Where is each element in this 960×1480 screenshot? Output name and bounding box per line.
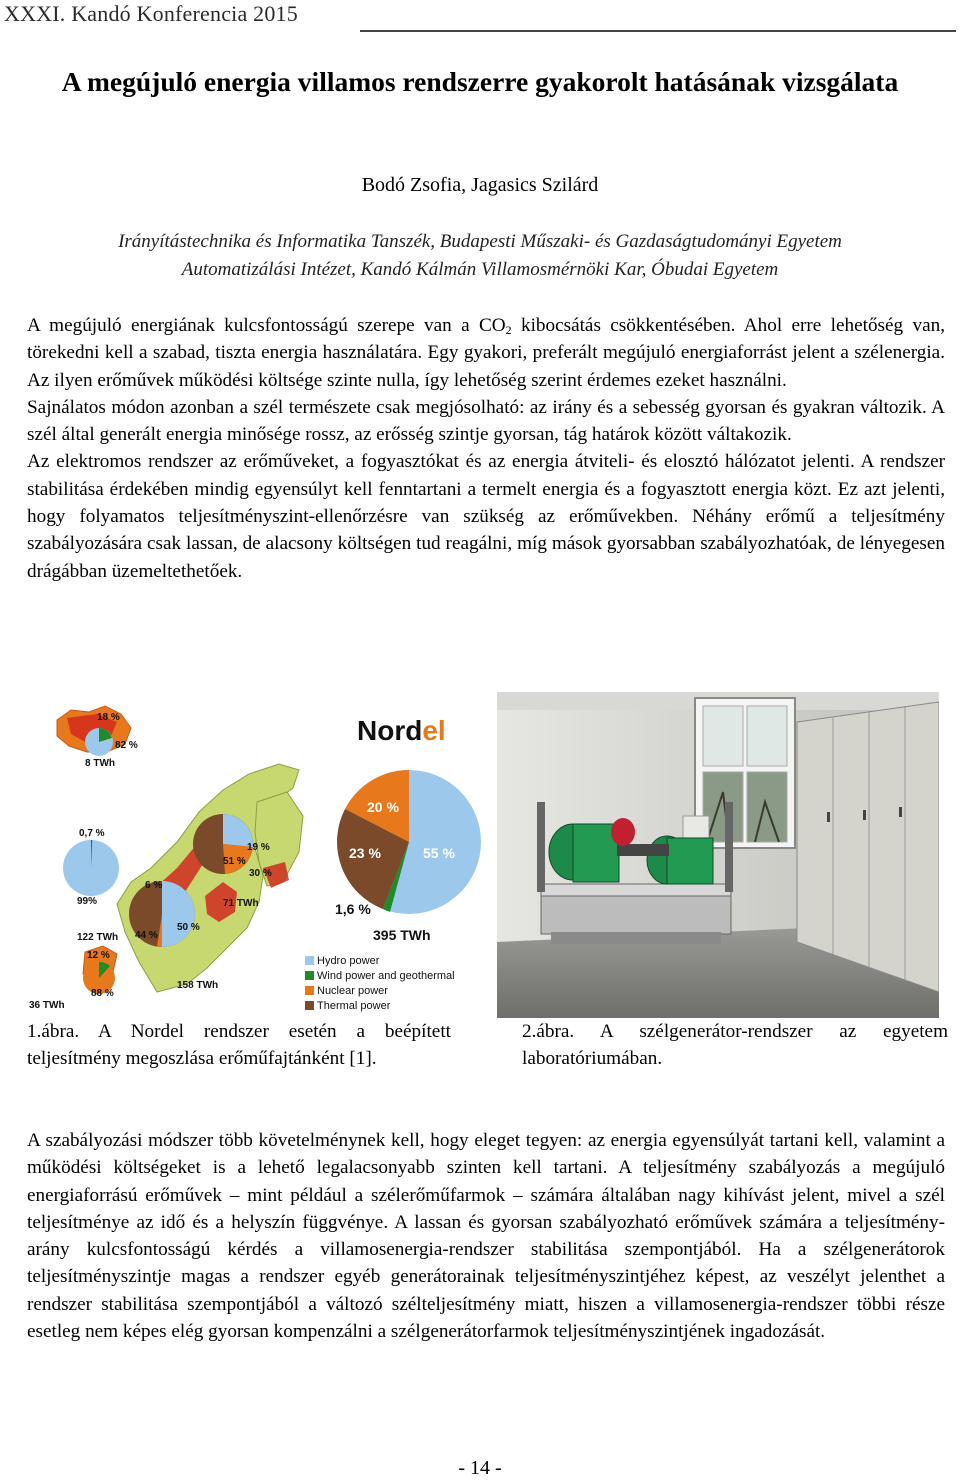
- iceland-pie: [85, 728, 113, 756]
- denmark-label-small: 0,7 %: [79, 828, 105, 839]
- figure-1-nordel-map: [27, 692, 495, 1016]
- intro-text: [27, 312, 945, 585]
- sweden-label-pct: 51 %: [223, 856, 246, 867]
- legend-hydro: Hydro power: [317, 955, 380, 967]
- finland-label-pct: 44 %: [135, 930, 158, 941]
- nordel-label-55: 55 %: [423, 845, 455, 861]
- conference-name: XXXI. Kandó Konferencia 2015: [4, 1, 298, 26]
- norway-label-pct: 99%: [77, 896, 98, 907]
- lab-window: [695, 698, 795, 848]
- intro-p1-a: A megújuló energiának kulcsfontosságú szerepe van a CO: [27, 315, 506, 336]
- dk-label-pct: 12 %: [87, 950, 110, 961]
- dk-label-total: 36 TWh: [29, 1000, 65, 1011]
- legend-nuclear: Nuclear power: [317, 985, 388, 997]
- nordel-label-1-6: 1,6 %: [335, 901, 371, 917]
- legend-nuclear-swatch: [305, 986, 314, 995]
- map-legend: [305, 955, 455, 1012]
- co2-subscript: 2: [505, 323, 512, 337]
- intro-paragraph-2: Sajnálatos módon azonban a szél természete csak megjósolható: az irány és a sebesség gyorsan és gyakran változik. A szél által generált energia minősége rossz, az erősség szintje gyorsan, tág határok között váltakozik.: [27, 396, 945, 446]
- finland-label-total: 158 TWh: [177, 980, 219, 991]
- affiliations: [0, 228, 960, 284]
- nordel-label-23: 23 %: [349, 845, 381, 861]
- paper-title: A megújuló energia villamos rendszerre gyakorolt hatásának vizsgálata: [61, 66, 899, 97]
- nordel-label-20: 20 %: [367, 799, 399, 815]
- iceland-label-top: 18 %: [97, 712, 120, 723]
- intro-paragraph-1: [27, 312, 945, 394]
- nordel-logo: Nordel: [357, 715, 446, 746]
- running-header: [0, 0, 960, 30]
- header-rule: [360, 30, 956, 32]
- intro-p1-b: kibocsátás csökkentésében. Ahol erre lehetőség van, törekedni kell a szabad, tiszta energia használatára. Egy gyakori, preferált megújuló energiaforrást jelent a szélenergia. Az ilyen erőművek működési költsége szinte nulla, így lehetőség szerint érdemes ezeket használni.: [27, 315, 945, 391]
- iceland-label-total: 8 TWh: [85, 758, 115, 769]
- legend-thermal-swatch: [305, 1001, 314, 1010]
- affiliation-2: Automatizálási Intézet, Kandó Kálmán Villamosmérnöki Kar, Óbudai Egyetem: [181, 259, 779, 280]
- legend-wind: Wind power and geothermal: [317, 970, 455, 982]
- lab-photo-svg: [497, 692, 939, 1018]
- dk-label-pct2: 88 %: [91, 988, 114, 999]
- sweden-label-pct3: 30 %: [249, 868, 272, 879]
- legend-thermal: Thermal power: [317, 1000, 391, 1012]
- legend-hydro-swatch: [305, 956, 314, 965]
- sweden-label-total: 71 TWh: [223, 898, 259, 909]
- affiliation-1: Irányítástechnika és Informatika Tanszék, Budapesti Műszaki- és Gazdaságtudományi Egyetem: [118, 231, 842, 252]
- control-cabinets: [797, 702, 939, 992]
- paragraph-4-text: A szabályozási módszer több követelménynek kell, hogy eleget tegyen: az energia egyensúlyát tartani kell, valamint a működési költségeket is a lehető legalacsonyabb szinten kell tartani. A teljesítmény szabályozás a megújuló energiaforrású erőművek – mint például a szélerőműfarmok – számára általában nagy kihívást jelent, mivel a szél teljesítménye az idő és a helyszín függvénye. A lassan és gyorsan szabályozható erőművek számára a teljesítmény-arány kulcsfontosságú kérdés a villamosenergia-rendszer stabilitása szempontjából. Ha a szélgenerátorok teljesítményszintje magas a rendszer egyéb generátorainak teljesítményszintjéhez képest, az veszélyt jelenthet a rendszer stabilitása szempontjából a változó szélteljesítmény miatt, hiszen a villamosenergia-rendszer többi része esetleg nem képes elég gyorsan kompenzálni a szélgenerátorfarmok teljesítményszintjének ingadozását.: [27, 1130, 945, 1343]
- paper-authors: Bodó Zsofia, Jagasics Szilárd: [361, 174, 599, 196]
- norway-label-pct2: 6 %: [145, 880, 163, 891]
- nordel-label-total: 395 TWh: [373, 927, 431, 943]
- finland-label-pct2: 50 %: [177, 922, 200, 933]
- page-number: - 14 -: [458, 1457, 502, 1479]
- figure-2-lab-photo: [497, 692, 939, 1018]
- nordel-total-pie: [337, 770, 481, 914]
- nordel-map-svg: [27, 692, 495, 1016]
- legend-wind-swatch: [305, 971, 314, 980]
- figure-2-caption: 2.ábra. A szélgenerátor-rendszer az egyetem laboratóriumában.: [522, 1021, 948, 1070]
- norway-pie: [63, 840, 119, 896]
- sweden-label-pct2: 19 %: [247, 842, 270, 853]
- body-paragraph-4: [27, 1127, 945, 1345]
- iceland-label-pct: 82 %: [115, 740, 138, 751]
- figure-1-caption: 1.ábra. A Nordel rendszer esetén a beépített teljesítmény megoszlása erőműfajtánként [1].: [27, 1021, 451, 1070]
- intro-paragraph-3: Az elektromos rendszer az erőműveket, a fogyasztókat és az energia átviteli- és elosztó hálózatot jelenti. A rendszer stabilitása érdekében mindig egyensúlyt kell fenntartani a termelt energia és a fogyasztott energia közt. Ez azt jelenti, hogy folyamatos teljesítményszint-ellenőrzésre van szükség az erőművekben. Néhány erőmű a teljesítmény szabályozására csak lassan, de alacsony költségen tud reagálni, míg mások gyorsabban szabályozhatóak, de lényegesen drágábban üzemeltethetőek.: [27, 451, 945, 582]
- norway-label-total: 122 TWh: [77, 932, 119, 943]
